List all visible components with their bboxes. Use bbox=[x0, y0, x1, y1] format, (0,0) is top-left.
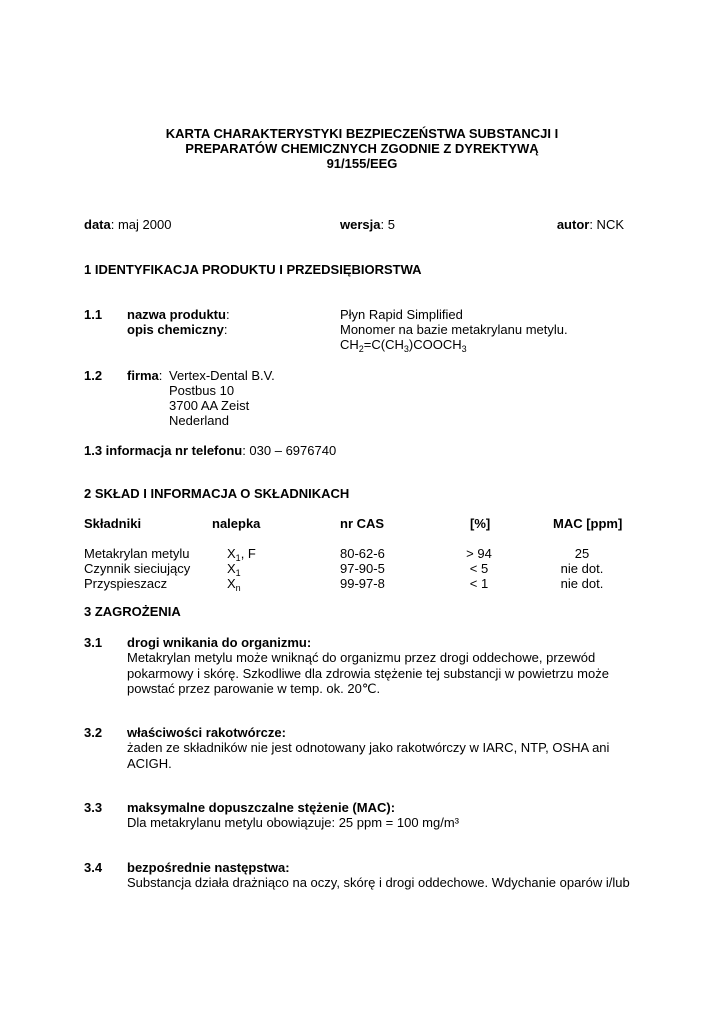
author-label: autor bbox=[556, 217, 590, 232]
table-header-mac: MAC [ppm] bbox=[553, 516, 623, 531]
title-line-3: 91/155/EEG bbox=[326, 156, 398, 171]
table-cell-label bbox=[227, 576, 241, 593]
table-cell-name: Metakrylan metylu bbox=[84, 546, 190, 561]
company-line: 3700 AA Zeist bbox=[169, 398, 250, 413]
section-3-2-title: właściwości rakotwórcze: bbox=[127, 725, 286, 740]
company-label: firma bbox=[127, 368, 159, 383]
document-title bbox=[0, 126, 724, 171]
section-3-3-title: maksymalne dopuszczalne stężenie (MAC): bbox=[127, 800, 396, 815]
table-cell-mac: nie dot. bbox=[560, 576, 604, 591]
phone-label: 1.3 informacja nr telefonu bbox=[84, 443, 243, 458]
table-cell-mac: nie dot. bbox=[560, 561, 604, 576]
section-3-4-number: 3.4 bbox=[84, 860, 103, 875]
table-cell-cas: 99-97-8 bbox=[340, 576, 385, 591]
label-main: X bbox=[227, 561, 236, 576]
version-value: : 5 bbox=[380, 217, 395, 232]
company-line: Nederland bbox=[169, 413, 229, 428]
company-label-row bbox=[127, 368, 162, 383]
label-main: X bbox=[227, 546, 236, 561]
label-subscript: 1 bbox=[235, 568, 241, 578]
table-cell-cas: 97-90-5 bbox=[340, 561, 385, 576]
formula-part: CH bbox=[340, 337, 359, 352]
meta-author bbox=[557, 217, 624, 232]
section-3-1-title: drogi wnikania do organizmu: bbox=[127, 635, 312, 650]
section-1-1-number: 1.1 bbox=[84, 307, 103, 322]
table-cell-cas: 80-62-6 bbox=[340, 546, 385, 561]
table-cell-percent: > 94 bbox=[466, 546, 492, 561]
formula-part: =C(CH bbox=[363, 337, 404, 352]
author-value: : NCK bbox=[589, 217, 624, 232]
company-colon: : bbox=[158, 368, 163, 383]
chemical-description-label-row bbox=[127, 322, 227, 337]
table-cell-percent: < 5 bbox=[469, 561, 489, 576]
meta-date bbox=[84, 217, 171, 232]
phone-value: : 030 – 6976740 bbox=[242, 443, 337, 458]
section-1-heading: 1 IDENTYFIKACJA PRODUKTU I PRZEDSIĘBIORSTWA bbox=[84, 262, 422, 277]
chemical-description-value: Monomer na bazie metakrylanu metylu. bbox=[340, 322, 568, 337]
product-name-label-row bbox=[127, 307, 230, 322]
label-subscript: 1 bbox=[235, 553, 241, 563]
table-header-label: nalepka bbox=[212, 516, 261, 531]
date-value: : maj 2000 bbox=[110, 217, 172, 232]
section-3-4-title: bezpośrednie następstwa: bbox=[127, 860, 290, 875]
section-3-3-number: 3.3 bbox=[84, 800, 103, 815]
table-cell-name: Przyspieszacz bbox=[84, 576, 168, 591]
section-3-1-text: Metakrylan metylu może wniknąć do organizmu przez drogi oddechowe, przewód pokarmowy i skórę. Szkodliwe dla zdrowia stężenie tej substancji w powietrzu może powstać przez parowanie w temp. ok. 20℃. bbox=[127, 650, 609, 696]
version-label: wersja bbox=[340, 217, 381, 232]
table-cell-name: Czynnik sieciujący bbox=[84, 561, 191, 576]
company-line: Vertex-Dental B.V. bbox=[169, 368, 275, 383]
label-main: X bbox=[227, 576, 236, 591]
formula-part: )COOCH bbox=[408, 337, 462, 352]
product-name-colon: : bbox=[225, 307, 230, 322]
formula-subscript: 3 bbox=[461, 344, 467, 354]
chemical-description-colon: : bbox=[223, 322, 228, 337]
section-2-heading: 2 SKŁAD I INFORMACJA O SKŁADNIKACH bbox=[84, 486, 350, 501]
table-header-components: Składniki bbox=[84, 516, 142, 531]
label-subscript: n bbox=[235, 583, 241, 593]
section-3-4-text: Substancja działa drażniąco na oczy, skórę i drogi oddechowe. Wdychanie oparów i/lub bbox=[127, 875, 630, 890]
label-suffix: , F bbox=[240, 546, 256, 561]
section-3-1-number: 3.1 bbox=[84, 635, 103, 650]
section-1-2-number: 1.2 bbox=[84, 368, 103, 383]
chemical-description-label: opis chemiczny bbox=[127, 322, 224, 337]
title-line-2: PREPARATÓW CHEMICZNYCH ZGODNIE Z DYREKTYWĄ bbox=[185, 141, 539, 156]
company-line: Postbus 10 bbox=[169, 383, 235, 398]
phone-row bbox=[84, 443, 336, 458]
product-name-value: Płyn Rapid Simplified bbox=[340, 307, 463, 322]
table-header-cas: nr CAS bbox=[340, 516, 385, 531]
section-3-2-number: 3.2 bbox=[84, 725, 103, 740]
table-cell-percent: < 1 bbox=[469, 576, 489, 591]
section-3-2-text: żaden ze składników nie jest odnotowany jako rakotwórczy w IARC, NTP, OSHA ani ACIGH. bbox=[127, 740, 610, 771]
formula-subscript: 2 bbox=[358, 344, 364, 354]
product-name-label: nazwa produktu bbox=[127, 307, 226, 322]
table-cell-mac: 25 bbox=[574, 546, 590, 561]
title-line-1: KARTA CHARAKTERYSTYKI BEZPIECZEŃSTWA SUBSTANCJI I bbox=[165, 126, 559, 141]
section-3-heading: 3 ZAGROŻENIA bbox=[84, 604, 181, 619]
date-label: data bbox=[84, 217, 111, 232]
section-3-3-text: Dla metakrylanu metylu obowiązuje: 25 ppm = 100 mg/m³ bbox=[127, 815, 460, 830]
formula-subscript: 3 bbox=[403, 344, 409, 354]
table-header-percent: [%] bbox=[470, 516, 491, 531]
meta-version bbox=[340, 217, 395, 232]
chemical-formula bbox=[340, 337, 467, 354]
